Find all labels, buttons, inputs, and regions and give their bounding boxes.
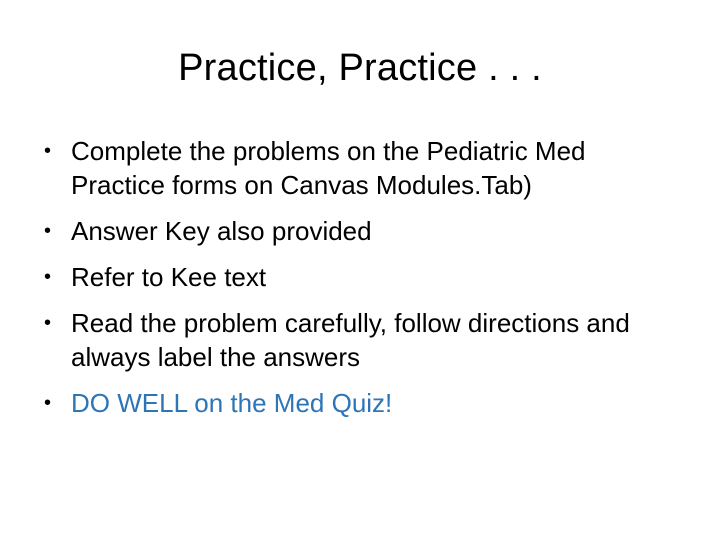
bullet-item [44,306,684,374]
bullet-item [44,134,684,202]
bullet-icon: • [44,220,52,242]
bullet-icon: • [44,392,52,414]
bullet-icon: • [44,140,52,162]
bullet-item [44,214,684,248]
bullet-text: Answer Key also provided [71,216,372,246]
bullet-text: DO WELL on the Med Quiz! [71,388,393,418]
bullet-icon: • [44,266,52,288]
bullet-item-highlight [44,386,684,420]
bullet-text: Refer to Kee text [71,262,267,292]
slide-title: Practice, Practice . . . [178,47,542,89]
bullet-item [44,260,684,294]
bullet-list [44,134,684,432]
bullet-text: Read the problem carefully, follow directions and always label the answers [71,308,630,372]
bullet-icon: • [44,312,52,334]
bullet-text: Complete the problems on the Pediatric Med Practice forms on Canvas Modules.Tab) [71,136,586,200]
